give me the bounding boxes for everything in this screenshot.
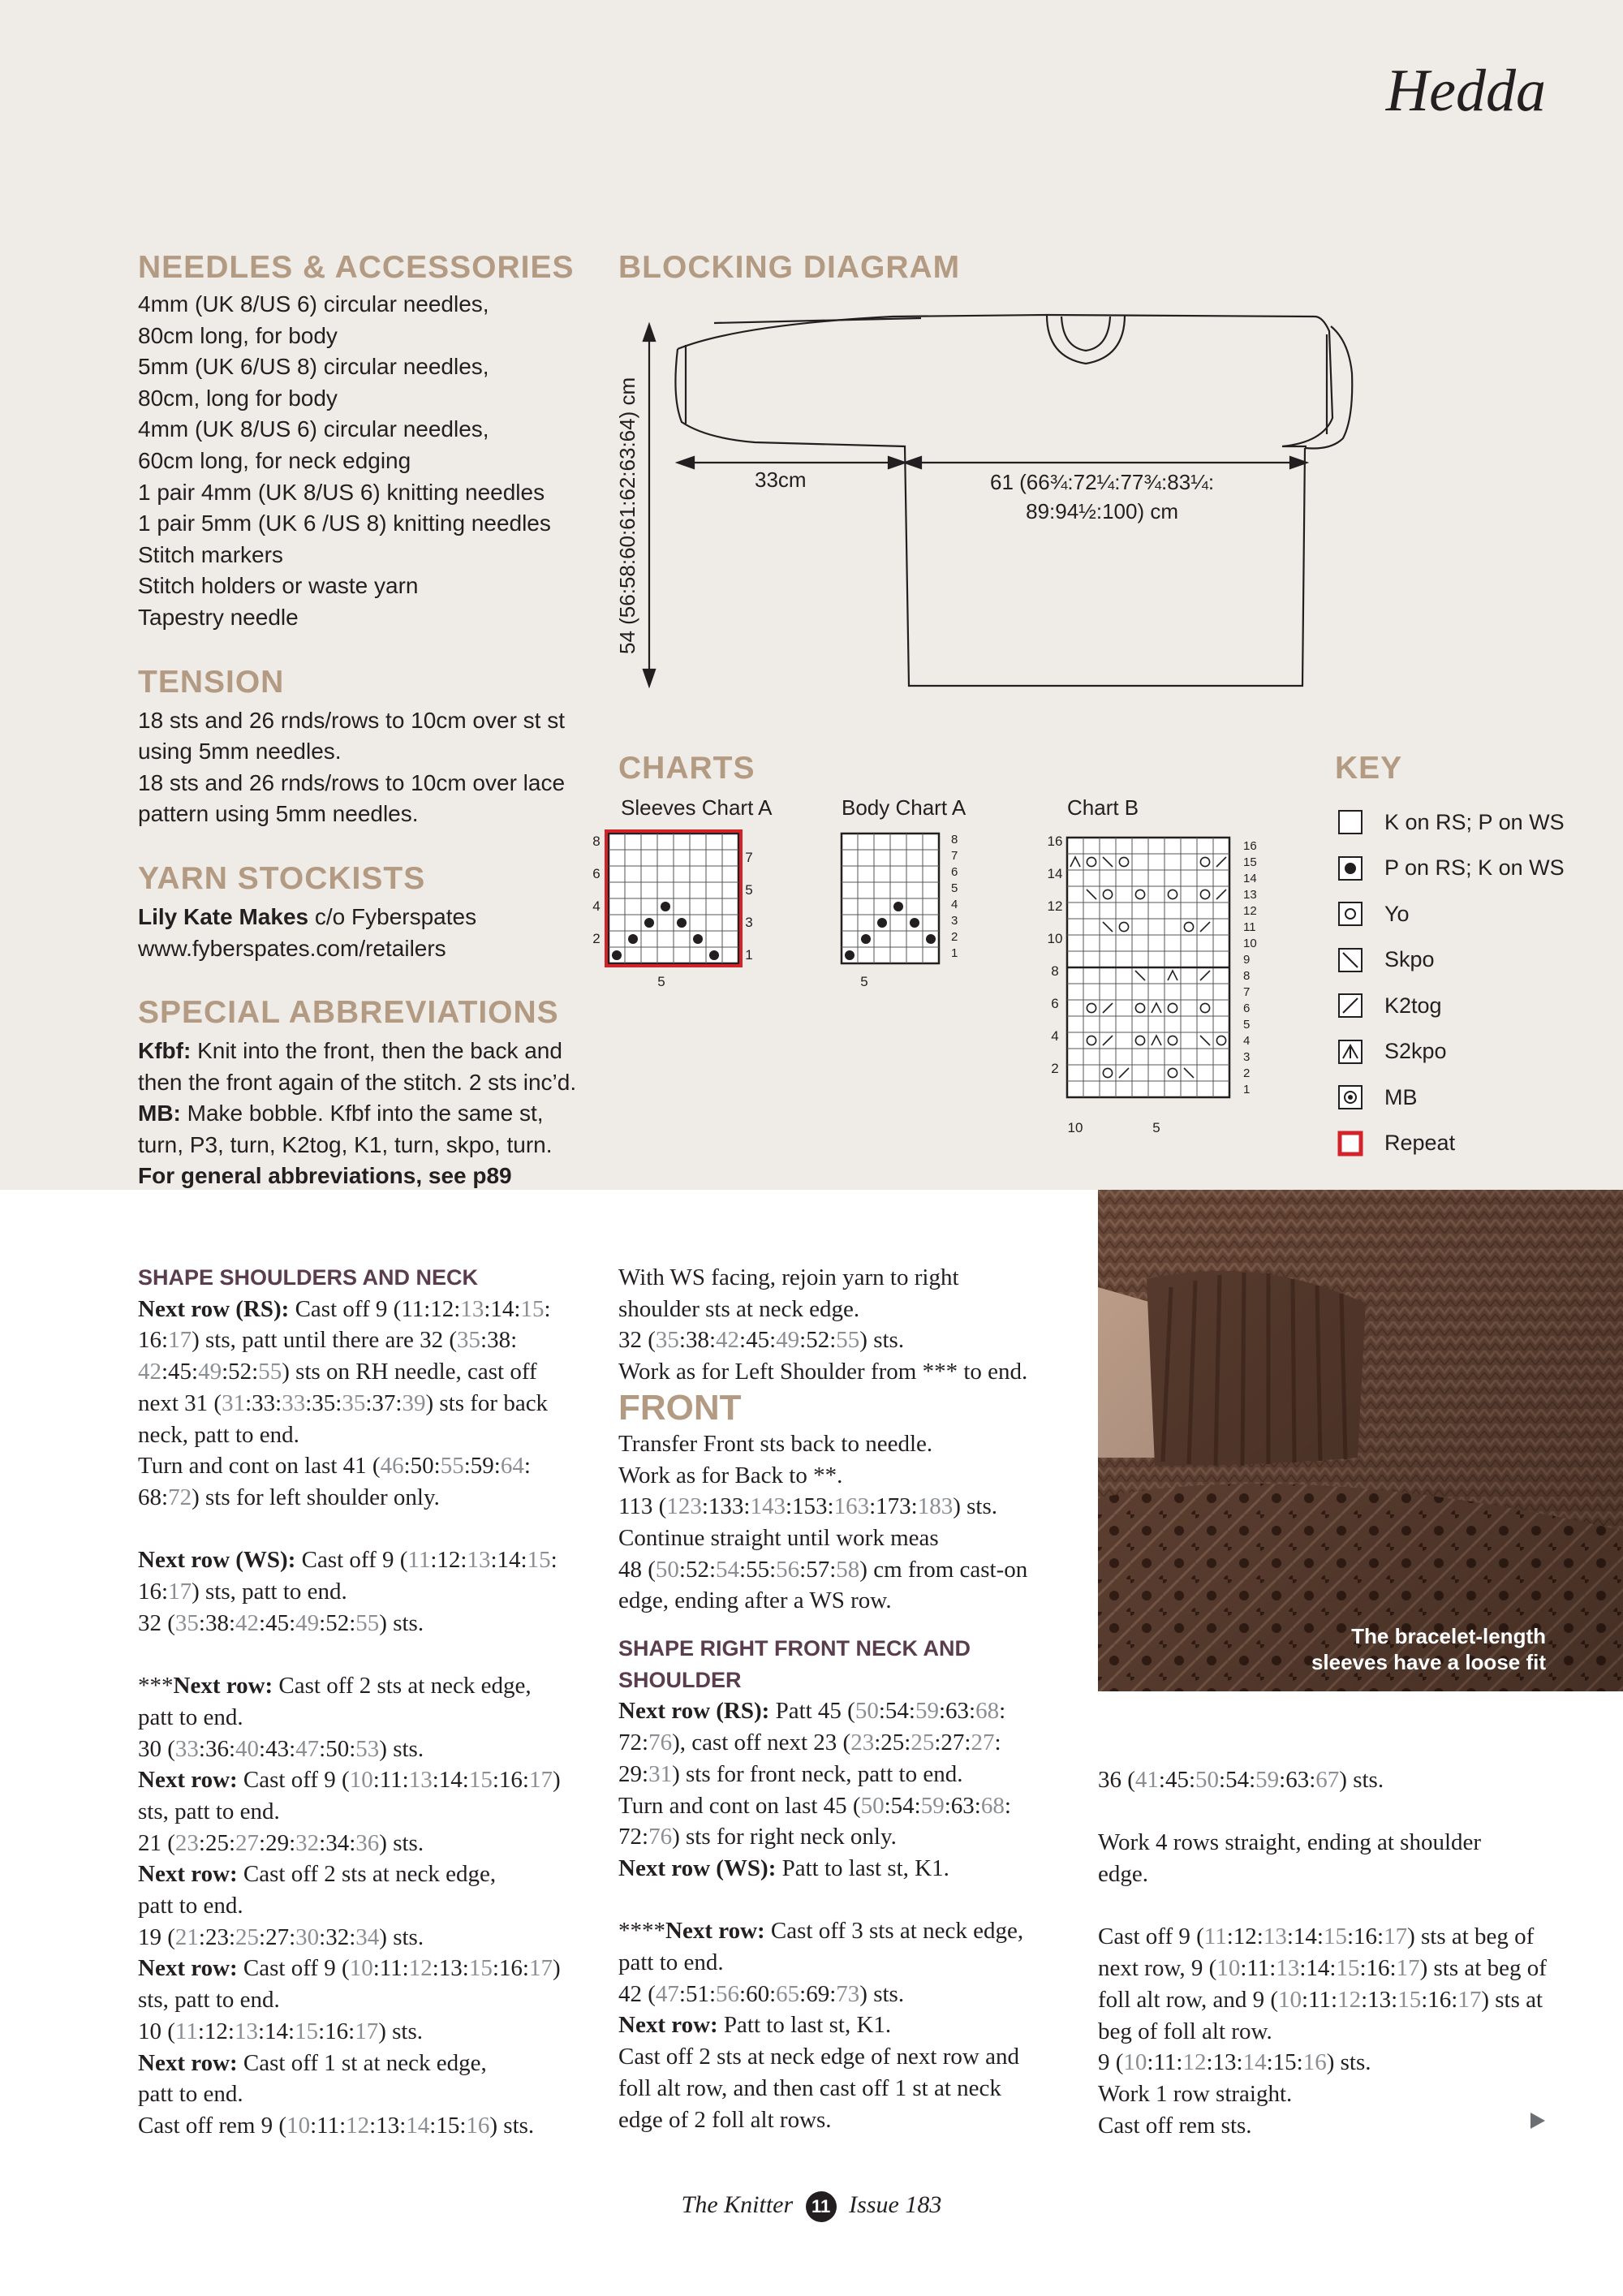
purl-stitch	[612, 950, 622, 960]
abbreviations-heading: SPECIAL ABBREVIATIONS	[138, 995, 559, 1031]
key-label: P on RS; K on WS	[1384, 855, 1565, 881]
instruction-paragraph: Next row (RS): Patt 45 (50:54:59:63:68: 72:76), cast off next 23 (23:25:25:27:27: 29:31) sts for front neck, patt to end. Turn and cont on last 45 (50:54:59:63:68: 72:76) sts for right neck only. Next row (WS): Patt to last st, K1.	[618, 1698, 1011, 1881]
key-row	[1337, 983, 1565, 1029]
yarn-over-icon	[1337, 901, 1363, 927]
purl-stitch	[661, 902, 670, 911]
row-number: 3	[1243, 1050, 1251, 1064]
instruction-paragraph: Next row (RS): Cast off 9 (11:12:13:14:15: 16:17) sts, patt until there are 32 (35:38: 42:45:49:52:55) sts on RH needle, cast off next 31 (31:33:33:35:35:37:39) sts for back neck, patt to end. Turn and cont on last 41 (46:50:55:59:64: 68:72) sts for left shoulder only.	[138, 1295, 551, 1510]
row-number: 12	[1047, 898, 1063, 914]
yarn-brand: Lily Kate Makes	[138, 903, 309, 929]
chartb-label: Chart B	[1067, 795, 1139, 820]
materials-column	[138, 250, 592, 1192]
key-label: Repeat	[1384, 1131, 1456, 1156]
abbreviations-section	[138, 995, 592, 1192]
needles-item: 5mm (UK 6/US 8) circular needles,	[138, 354, 489, 380]
row-number: 8	[1243, 969, 1251, 983]
row-number: 6	[1243, 1002, 1251, 1015]
instructions-column-2	[618, 1262, 1073, 2135]
row-number: 16	[1243, 839, 1257, 853]
chartb-grid	[1067, 838, 1229, 1097]
charts-heading: CHARTS	[618, 751, 756, 786]
general-abbreviations-note: For general abbreviations, see p89	[138, 1163, 512, 1189]
row-number: 14	[1243, 872, 1257, 885]
row-number: 10	[1243, 937, 1257, 950]
body-chart-label: Body Chart A	[842, 795, 966, 820]
instruction-paragraph: 36 (41:45:50:54:59:63:67) sts.	[1098, 1767, 1384, 1793]
row-number: 1	[745, 947, 753, 963]
row-number: 7	[1243, 985, 1251, 999]
needles-item: Tapestry needle	[138, 604, 299, 630]
purl-stitch	[644, 918, 654, 928]
row-number: 12	[1243, 904, 1257, 918]
instruction-paragraph: Cast off 9 (11:12:13:14:15:16:17) sts at beg of next row, 9 (10:11:13:14:15:16:17) sts at beg of foll alt row, and 9 (10:11:12:13:15:16:17) sts at beg of foll alt row. 9 (10:11:12:13:14:15:16) sts. Work 1 row straight. Cast off rem sts.	[1098, 1923, 1547, 2139]
sleeves-grid	[606, 831, 741, 966]
yarn-heading: YARN STOCKISTS	[138, 860, 426, 896]
row-number: 8	[951, 833, 958, 846]
row-number: 2	[1243, 1066, 1251, 1080]
stitch-number: 5	[1152, 1120, 1160, 1132]
needles-item: 4mm (UK 8/US 6) circular needles,	[138, 416, 489, 442]
instructions-column-3	[1098, 1764, 1552, 2141]
instruction-paragraph: With WS facing, rejoin yarn to right shoulder sts at neck edge. 32 (35:38:42:45:49:52:55) sts. Work as for Left Shoulder from *** to end.	[618, 1264, 1028, 1385]
tension-section	[138, 665, 592, 830]
continue-arrow-icon[interactable]	[1527, 2110, 1548, 2131]
magazine-name: The Knitter	[681, 2191, 794, 2218]
stitch-number: 5	[860, 974, 868, 986]
row-number: 7	[745, 850, 753, 865]
needles-item: Stitch markers	[138, 541, 283, 567]
needles-heading: NEEDLES & ACCESSORIES	[138, 250, 575, 285]
purl-stitch	[845, 950, 855, 960]
row-number: 7	[951, 849, 958, 863]
needles-item: 80cm long, for body	[138, 322, 338, 348]
page-number: 11	[806, 2191, 837, 2222]
row-number: 1	[1243, 1083, 1251, 1096]
key-row	[1337, 799, 1565, 846]
instructions-column-1	[138, 1262, 576, 2142]
sleeve-width-label: 33cm	[755, 467, 807, 492]
caption-line: The bracelet-length	[1351, 1624, 1546, 1648]
front-heading: FRONT	[618, 1387, 742, 1428]
row-number: 2	[1051, 1061, 1059, 1076]
s2kpo-icon	[1337, 1039, 1363, 1065]
body-width-line1: 61 (66¾:72¼:77¾:83¼:	[990, 470, 1215, 494]
body-grid	[842, 834, 939, 963]
skpo-icon	[1337, 947, 1363, 973]
needles-item: 60cm long, for neck edging	[138, 447, 411, 473]
row-number: 5	[745, 882, 753, 898]
instruction-paragraph: Next row (WS): Cast off 9 (11:12:13:14:15: 16:17) sts, patt to end. 32 (35:38:42:45:49:52:55) sts.	[138, 1547, 558, 1636]
needles-item: Stitch holders or waste yarn	[138, 573, 419, 599]
key-row	[1337, 937, 1565, 984]
instruction-paragraph: ****Next row: Cast off 3 sts at neck edge, patt to end. 42 (47:51:56:60:65:69:73) sts. Next row: Patt to last st, K1. Cast off 2 sts at neck edge of next row and foll alt row, and then cast off 1 st at neck edge of 2 foll alt rows.	[618, 1918, 1024, 2133]
row-number: 4	[1051, 1028, 1059, 1044]
yarn-section	[138, 861, 592, 964]
height-measurement	[615, 377, 640, 654]
purl-stitch	[877, 918, 887, 928]
yarn-supplier: c/o Fyberspates	[308, 903, 477, 929]
tension-line: using 5mm needles.	[138, 739, 342, 765]
height-label: 54 (56:58:60:61:62:63:64) cm	[615, 377, 639, 654]
body-width-label	[990, 467, 1214, 526]
caption-line: sleeves have a loose fit	[1311, 1650, 1546, 1674]
key-row	[1337, 1121, 1565, 1167]
mb-term: MB:	[138, 1101, 181, 1126]
row-number: 4	[951, 898, 958, 911]
purl-stitch	[628, 934, 638, 944]
needles-item: 1 pair 5mm (UK 6 /US 8) knitting needles	[138, 510, 551, 536]
blocking-heading: BLOCKING DIAGRAM	[618, 250, 961, 285]
body-chart	[836, 824, 982, 986]
photo-caption	[1311, 1623, 1546, 1675]
row-number: 16	[1047, 834, 1063, 849]
row-number: 3	[951, 914, 958, 928]
purl-stitch	[893, 902, 903, 911]
knit-square-icon	[1337, 809, 1363, 835]
row-number: 13	[1243, 888, 1257, 902]
row-number: 2	[951, 930, 958, 944]
body-width-line2: 89:94½:100) cm	[1026, 499, 1178, 523]
purl-stitch	[677, 918, 687, 928]
row-number: 14	[1047, 866, 1063, 881]
sleeves-chart-label: Sleeves Chart A	[621, 795, 773, 820]
kfbf-definition: Knit into the front, then the back and then the front again of the stitch. 2 sts inc’d.	[138, 1038, 577, 1095]
row-number: 1	[951, 946, 958, 960]
row-number: 10	[1047, 931, 1063, 946]
bobble-icon	[1337, 1084, 1363, 1110]
kfbf-term: Kfbf:	[138, 1038, 192, 1064]
yarn-url[interactable]: www.fyberspates.com/retailers	[138, 935, 446, 961]
key-label: K2tog	[1384, 993, 1442, 1018]
row-number: 8	[1051, 963, 1059, 979]
row-number: 11	[1243, 920, 1256, 934]
key-label: Skpo	[1384, 947, 1435, 972]
key-label: K on RS; P on WS	[1384, 809, 1565, 834]
chart-b	[1031, 824, 1274, 1132]
needles-list	[138, 289, 592, 634]
shape-right-front-heading: SHAPE RIGHT FRONT NECK AND SHOULDER	[618, 1636, 971, 1692]
row-number: 5	[1243, 1018, 1251, 1032]
instruction-paragraph: ***Next row: Cast off 2 sts at neck edge, patt to end. 30 (33:36:40:43:47:50:53) sts. Next row: Cast off 9 (10:11:13:14:15:16:17) sts, patt to end. 21 (23:25:27:29:32:34:36) sts. Next row: Cast off 2 sts at neck edge, patt to end. 19 (21:23:25:27:30:32:34) sts. Next row: Cast off 9 (10:11:12:13:15:16:17) sts, patt to end. 10 (11:12:13:14:15:16:17) sts. Next row: Cast off 1 st at neck edge, patt to end. Cast off rem 9 (10:11:12:13:14:15:16) sts.	[138, 1673, 561, 2139]
page-footer	[0, 2191, 1623, 2222]
row-number: 2	[592, 931, 601, 946]
row-number: 4	[592, 898, 601, 914]
page-title: Hedda	[1385, 58, 1546, 124]
instruction-paragraph: Work 4 rows straight, ending at shoulder edge.	[1098, 1829, 1482, 1888]
row-number: 5	[951, 881, 958, 895]
purl-stitch	[861, 934, 871, 944]
key-row	[1337, 1029, 1565, 1075]
purl-dot-icon	[1337, 855, 1363, 881]
purl-stitch	[709, 950, 719, 960]
sweater-outline	[678, 315, 1332, 446]
row-number: 6	[1051, 996, 1059, 1011]
row-number: 4	[1243, 1034, 1251, 1048]
row-number: 3	[745, 915, 753, 930]
mb-definition: Make bobble. Kfbf into the same st, turn, P3, turn, K2tog, K1, turn, skpo, turn.	[138, 1101, 553, 1157]
repeat-icon	[1337, 1131, 1363, 1157]
shape-shoulders-heading: SHAPE SHOULDERS AND NECK	[138, 1265, 479, 1290]
needles-item: 4mm (UK 8/US 6) circular needles,	[138, 291, 489, 317]
sweater-photo	[1098, 1190, 1623, 1691]
k2tog-icon	[1337, 993, 1363, 1019]
issue-number: Issue 183	[849, 2191, 942, 2218]
tension-line: 18 sts and 26 rnds/rows to 10cm over lace	[138, 769, 566, 795]
key-row	[1337, 846, 1565, 892]
tension-line: 18 sts and 26 rnds/rows to 10cm over st st	[138, 707, 566, 733]
knit-texture-image	[1098, 1190, 1623, 1691]
key-label: S2kpo	[1384, 1039, 1447, 1064]
sleeves-chart	[588, 824, 759, 986]
tension-line: pattern using 5mm needles.	[138, 801, 419, 827]
key-heading: KEY	[1335, 751, 1403, 786]
row-number: 9	[1243, 953, 1251, 967]
key-label: Yo	[1384, 901, 1410, 926]
needles-item: 80cm, long for body	[138, 385, 338, 411]
tension-heading: TENSION	[138, 664, 285, 700]
row-number: 6	[592, 866, 601, 881]
key-row	[1337, 1075, 1565, 1121]
stitch-number: 10	[1067, 1120, 1083, 1132]
row-number: 6	[951, 865, 958, 879]
purl-stitch	[910, 918, 919, 928]
key-label: MB	[1384, 1084, 1418, 1109]
row-number: 15	[1243, 855, 1257, 869]
purl-stitch	[693, 934, 703, 944]
chart-key	[1337, 799, 1565, 1166]
needles-item: 1 pair 4mm (UK 8/US 6) knitting needles	[138, 479, 545, 505]
instruction-paragraph: Transfer Front sts back to needle. Work as for Back to **. 113 (123:133:143:153:163:173:183) sts. Continue straight until work meas 48 (50:52:54:55:56:57:58) cm from cast-on edge, ending after a WS row.	[618, 1430, 1028, 1614]
stitch-number: 5	[657, 974, 665, 986]
purl-stitch	[926, 934, 936, 944]
key-row	[1337, 891, 1565, 937]
blocking-diagram	[609, 300, 1355, 706]
row-number: 8	[592, 834, 601, 849]
